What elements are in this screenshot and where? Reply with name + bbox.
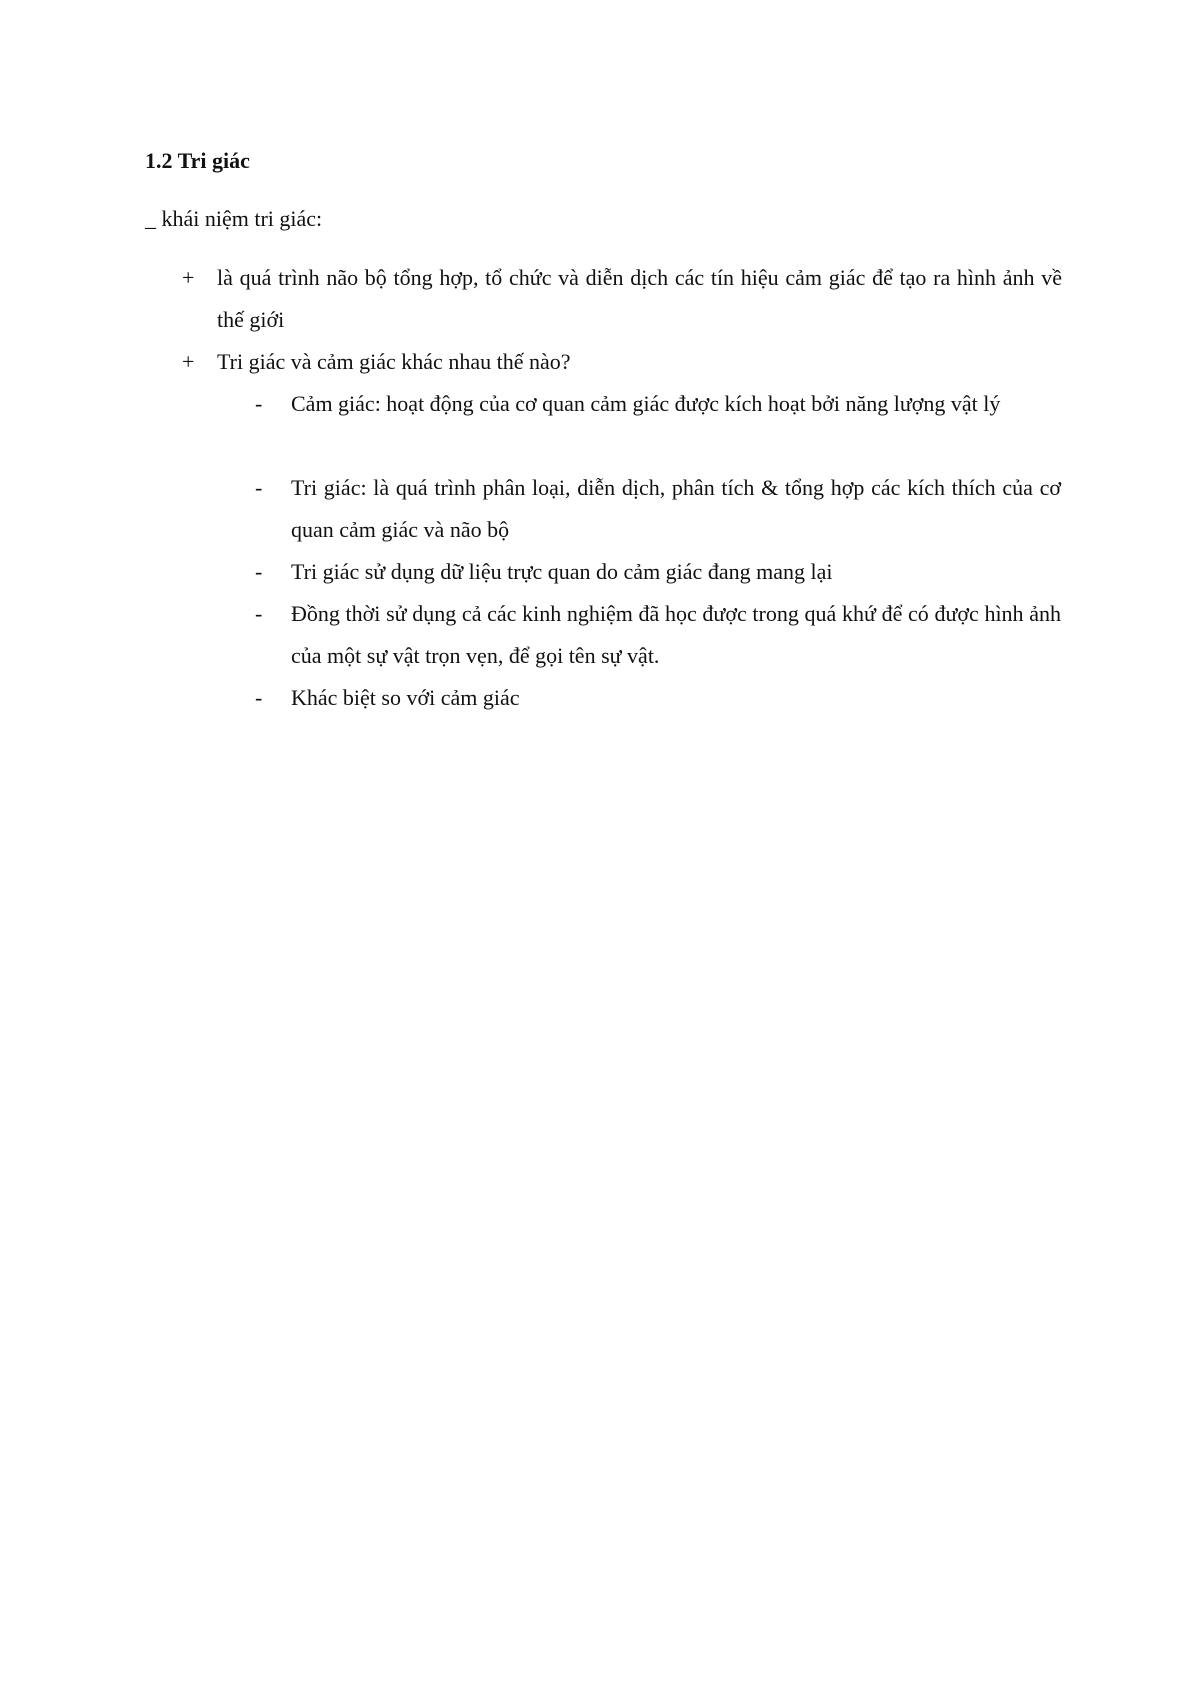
plus-bullet-marker: + [182, 265, 195, 290]
concept-label: _ khái niệm tri giác: [145, 206, 323, 231]
section-heading: 1.2 Tri giác [145, 148, 250, 173]
bullet-text: là quá trình não bộ tổng hợp, tổ chức và diễn dịch các tín hiệu cảm giác để tạo ra hình ảnh về thế giới [217, 265, 1062, 332]
dash-bullet-marker: - [255, 391, 263, 416]
sub-bullet-text: Đồng thời sử dụng cả các kinh nghiệm đã học được trong quá khứ để có được hình ảnh của một sự vật trọn vẹn, để gọi tên sự vật. [291, 601, 1061, 668]
dash-bullet-marker: - [255, 601, 263, 626]
sub-bullet-text: Tri giác sử dụng dữ liệu trực quan do cảm giác đang mang lại [291, 559, 833, 584]
sub-bullet-text: Tri giác: là quá trình phân loại, diễn dịch, phân tích & tổng hợp các kích thích của cơ quan cảm giác và não bộ [291, 475, 1061, 542]
dash-bullet-marker: - [255, 685, 263, 710]
bullet-text: Tri giác và cảm giác khác nhau thế nào? [217, 349, 571, 374]
dash-bullet-marker: - [255, 559, 263, 584]
sub-bullet-text: Cảm giác: hoạt động của cơ quan cảm giác được kích hoạt bởi năng lượng vật lý [291, 391, 1001, 416]
dash-bullet-marker: - [255, 475, 263, 500]
sub-bullet-text: Khác biệt so với cảm giác [291, 685, 520, 710]
plus-bullet-marker: + [182, 349, 195, 374]
